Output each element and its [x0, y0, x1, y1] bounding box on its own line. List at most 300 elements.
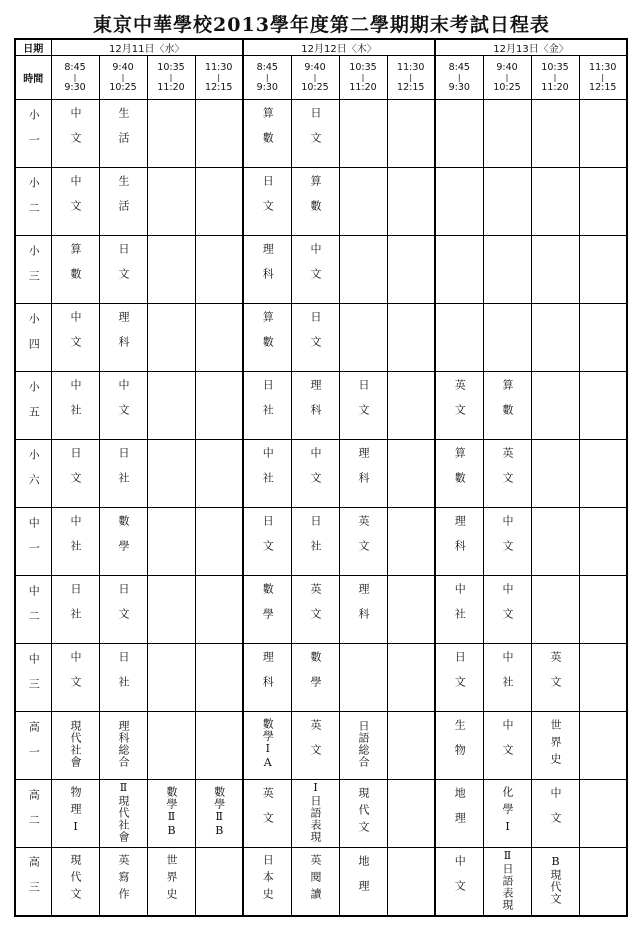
subject-name: 日文 — [309, 311, 322, 361]
period-time — [51, 56, 99, 100]
subject-cell — [243, 100, 291, 168]
grade-row — [15, 848, 627, 916]
subject-cell — [51, 372, 99, 440]
subject-cell — [531, 644, 579, 712]
subject-cell — [435, 372, 483, 440]
subject-name: 中社 — [69, 379, 82, 429]
subject-cell — [339, 780, 387, 848]
period-start: 10:35 — [349, 61, 377, 73]
subject-cell — [483, 100, 531, 168]
subject-name: 英文 — [309, 583, 322, 633]
subject-cell — [339, 712, 387, 780]
subject-cell — [339, 508, 387, 576]
subject-name: 日文 — [261, 175, 275, 225]
subject-cell — [339, 644, 387, 712]
subject-cell — [435, 304, 483, 372]
subject-name: 日社 — [117, 651, 130, 701]
subject-cell — [531, 100, 579, 168]
period-start: 8:45 — [448, 61, 470, 73]
subject-cell — [291, 576, 339, 644]
subject-cell — [147, 236, 195, 304]
subject-cell — [531, 168, 579, 236]
subject-cell — [99, 576, 147, 644]
subject-name: 日文 — [357, 379, 370, 429]
subject-cell — [147, 508, 195, 576]
subject-name: 英文 — [453, 379, 467, 429]
period-start: 9:40 — [304, 61, 326, 73]
subject-cell — [579, 644, 627, 712]
grade-row — [15, 508, 627, 576]
subject-cell — [435, 848, 483, 916]
subject-name: 中文 — [117, 379, 130, 429]
subject-cell — [51, 712, 99, 780]
subject-cell — [387, 372, 435, 440]
subject-cell — [51, 780, 99, 848]
subject-cell — [435, 440, 483, 508]
subject-name: 日文 — [117, 243, 130, 293]
subject-cell — [579, 712, 627, 780]
subject-name: 日本史 — [261, 854, 275, 906]
subject-cell — [147, 440, 195, 508]
subject-name: 中社 — [501, 651, 514, 701]
grade-label-cell — [15, 508, 51, 576]
subject-cell — [195, 100, 243, 168]
subject-cell — [243, 168, 291, 236]
subject-cell — [579, 576, 627, 644]
subject-name: 數學ⅡB — [212, 786, 226, 838]
grade-row — [15, 712, 627, 780]
subject-cell — [243, 304, 291, 372]
subject-cell — [291, 508, 339, 576]
subject-name: 日文 — [69, 447, 82, 497]
subject-name: 中社 — [261, 447, 275, 497]
date-label: 日期 — [15, 39, 51, 56]
subject-cell — [243, 236, 291, 304]
subject-cell — [579, 168, 627, 236]
subject-cell — [531, 372, 579, 440]
time-separator: | — [361, 72, 365, 82]
subject-cell — [51, 100, 99, 168]
time-separator: | — [505, 72, 509, 82]
subject-cell — [51, 848, 99, 916]
subject-name: 中社 — [453, 583, 467, 633]
subject-cell — [531, 712, 579, 780]
subject-name: 算數 — [261, 107, 275, 157]
subject-name: B現代文 — [549, 854, 562, 905]
subject-name: 日社 — [69, 583, 82, 633]
subject-cell — [291, 100, 339, 168]
subject-cell — [483, 780, 531, 848]
subject-name: 生物 — [453, 719, 467, 769]
period-end: 12:15 — [397, 81, 425, 93]
subject-name: 英文 — [261, 787, 275, 837]
subject-cell — [195, 304, 243, 372]
subject-cell — [99, 372, 147, 440]
subject-cell — [339, 848, 387, 916]
time-separator: | — [73, 72, 77, 82]
subject-cell — [579, 440, 627, 508]
subject-name: 英寫作 — [117, 854, 130, 906]
day-header: 12月12日〈木〉 — [243, 39, 435, 56]
grade-row — [15, 100, 627, 168]
subject-cell — [387, 712, 435, 780]
period-time — [387, 56, 435, 100]
grade-label-cell — [15, 372, 51, 440]
subject-cell — [531, 508, 579, 576]
grade-label: 中一 — [27, 516, 41, 567]
subject-cell — [99, 168, 147, 236]
subject-name: 中文 — [501, 515, 514, 565]
subject-cell — [291, 712, 339, 780]
grade-label: 中三 — [27, 652, 41, 703]
subject-name: 理科 — [453, 515, 467, 565]
subject-cell — [435, 236, 483, 304]
subject-cell — [483, 440, 531, 508]
subject-name: 物理Ⅰ — [69, 785, 82, 839]
subject-cell — [195, 644, 243, 712]
subject-cell — [291, 848, 339, 916]
subject-cell — [435, 508, 483, 576]
subject-name: 日文 — [453, 651, 467, 701]
subject-cell — [51, 236, 99, 304]
period-end: 12:15 — [205, 81, 233, 93]
subject-name: 中文 — [69, 175, 82, 225]
subject-cell — [99, 440, 147, 508]
subject-cell — [483, 644, 531, 712]
subject-cell — [147, 712, 195, 780]
subject-cell — [99, 780, 147, 848]
date-header-row — [15, 39, 627, 56]
subject-name: 日語総合 — [357, 720, 370, 768]
day-header: 12月11日〈水〉 — [51, 39, 243, 56]
subject-name: 數學ⅠA — [261, 718, 275, 770]
subject-name: 理科 — [309, 379, 322, 429]
subject-cell — [483, 304, 531, 372]
period-time — [339, 56, 387, 100]
subject-cell — [483, 576, 531, 644]
period-start: 9:40 — [112, 61, 134, 73]
subject-name: Ⅱ現代社會 — [117, 781, 130, 843]
subject-cell — [531, 236, 579, 304]
subject-cell — [483, 508, 531, 576]
subject-cell — [51, 508, 99, 576]
subject-cell — [147, 168, 195, 236]
subject-cell — [579, 372, 627, 440]
time-separator: | — [457, 72, 461, 82]
subject-cell — [51, 576, 99, 644]
time-separator: | — [265, 72, 269, 82]
subject-cell — [243, 576, 291, 644]
subject-cell — [531, 440, 579, 508]
period-time — [435, 56, 483, 100]
subject-name: 日文 — [309, 107, 322, 157]
subject-cell — [51, 304, 99, 372]
grade-label-cell — [15, 780, 51, 848]
subject-name: 現代文 — [357, 786, 370, 838]
subject-cell — [51, 644, 99, 712]
subject-name: 中文 — [309, 243, 322, 293]
grade-label: 小一 — [27, 108, 41, 159]
subject-cell — [291, 304, 339, 372]
subject-name: 理科 — [261, 651, 275, 701]
subject-cell — [291, 440, 339, 508]
subject-name: 中社 — [69, 515, 82, 565]
subject-cell — [387, 576, 435, 644]
period-time — [99, 56, 147, 100]
subject-name: 中文 — [309, 447, 322, 497]
subject-name: 數學 — [261, 583, 275, 633]
subject-name: 生活 — [117, 175, 130, 225]
subject-cell — [387, 304, 435, 372]
period-start: 9:40 — [496, 61, 518, 73]
subject-name: 中文 — [501, 583, 514, 633]
period-time — [483, 56, 531, 100]
period-end: 9:30 — [256, 81, 278, 93]
subject-cell — [387, 508, 435, 576]
subject-cell — [435, 100, 483, 168]
subject-cell — [483, 848, 531, 916]
subject-cell — [387, 848, 435, 916]
subject-name: 中文 — [69, 651, 82, 701]
subject-cell — [339, 236, 387, 304]
subject-cell — [387, 780, 435, 848]
subject-cell — [435, 712, 483, 780]
time-separator: | — [169, 72, 173, 82]
subject-cell — [291, 168, 339, 236]
subject-name: 地理 — [453, 787, 467, 837]
subject-name: 世界史 — [549, 718, 562, 770]
subject-cell — [339, 100, 387, 168]
subject-name: 數學 — [117, 515, 130, 565]
grade-label: 小四 — [27, 312, 41, 363]
subject-cell — [435, 168, 483, 236]
subject-cell — [147, 780, 195, 848]
period-time — [291, 56, 339, 100]
subject-name: 算數 — [69, 243, 82, 293]
subject-name: 中文 — [69, 107, 82, 157]
period-time — [147, 56, 195, 100]
subject-cell — [387, 100, 435, 168]
subject-cell — [291, 644, 339, 712]
subject-cell — [195, 440, 243, 508]
grade-row — [15, 644, 627, 712]
subject-name: Ⅰ日語表現 — [309, 781, 322, 843]
grade-label: 高一 — [27, 720, 41, 771]
subject-cell — [291, 780, 339, 848]
subject-cell — [387, 440, 435, 508]
grade-label: 小六 — [27, 448, 41, 499]
subject-cell — [147, 372, 195, 440]
subject-cell — [339, 168, 387, 236]
time-separator: | — [121, 72, 125, 82]
grade-label: 小三 — [27, 244, 41, 295]
subject-name: 理科総合 — [117, 720, 130, 768]
grade-label: 小五 — [27, 380, 41, 431]
grade-row — [15, 780, 627, 848]
subject-cell — [435, 644, 483, 712]
subject-name: 算數 — [261, 311, 275, 361]
subject-cell — [387, 644, 435, 712]
subject-name: 數學ⅡB — [165, 786, 178, 838]
grade-label-cell — [15, 236, 51, 304]
subject-cell — [147, 100, 195, 168]
period-end: 10:25 — [493, 81, 521, 93]
time-header-row — [15, 56, 627, 100]
period-end: 9:30 — [448, 81, 470, 93]
grade-label: 中二 — [27, 584, 41, 635]
period-end: 11:20 — [349, 81, 377, 93]
subject-cell — [147, 644, 195, 712]
grade-row — [15, 236, 627, 304]
subject-name: 化學Ⅰ — [501, 785, 514, 839]
subject-name: 算數 — [453, 447, 467, 497]
subject-cell — [243, 712, 291, 780]
subject-cell — [483, 372, 531, 440]
time-separator: | — [553, 72, 557, 82]
grade-label-cell — [15, 848, 51, 916]
grade-label-cell — [15, 100, 51, 168]
page-title: 東京中華學校2013學年度第二學期期末考試日程表 — [93, 14, 550, 36]
grade-row — [15, 304, 627, 372]
subject-name: 英文 — [501, 447, 514, 497]
subject-cell — [387, 168, 435, 236]
subject-name: 日社 — [261, 379, 275, 429]
subject-name: 中文 — [69, 311, 82, 361]
subject-cell — [579, 236, 627, 304]
period-start: 8:45 — [64, 61, 86, 73]
subject-cell — [531, 848, 579, 916]
period-end: 11:20 — [157, 81, 185, 93]
grade-row — [15, 372, 627, 440]
subject-cell — [147, 848, 195, 916]
subject-name: 算數 — [309, 175, 322, 225]
subject-name: 日社 — [309, 515, 322, 565]
subject-cell — [579, 304, 627, 372]
subject-name: 理科 — [117, 311, 130, 361]
subject-cell — [291, 236, 339, 304]
subject-cell — [243, 440, 291, 508]
period-end: 11:20 — [541, 81, 569, 93]
subject-cell — [339, 304, 387, 372]
period-start: 11:30 — [205, 61, 233, 73]
subject-name: 現代社會 — [69, 720, 82, 768]
grade-label-cell — [15, 644, 51, 712]
subject-cell — [387, 236, 435, 304]
subject-cell — [99, 100, 147, 168]
period-time — [579, 56, 627, 100]
subject-cell — [579, 848, 627, 916]
subject-name: 現代文 — [69, 854, 82, 906]
subject-name: 日社 — [117, 447, 130, 497]
subject-cell — [195, 780, 243, 848]
subject-name: 日文 — [261, 515, 275, 565]
period-start: 10:35 — [541, 61, 569, 73]
grade-label-cell — [15, 304, 51, 372]
subject-cell — [339, 440, 387, 508]
subject-cell — [243, 780, 291, 848]
subject-name: 英文 — [357, 515, 370, 565]
subject-cell — [99, 304, 147, 372]
subject-name: 中文 — [453, 854, 467, 905]
subject-cell — [579, 100, 627, 168]
subject-cell — [531, 304, 579, 372]
subject-name: 算數 — [501, 379, 514, 429]
subject-name: 生活 — [117, 107, 130, 157]
subject-cell — [243, 644, 291, 712]
subject-cell — [51, 168, 99, 236]
subject-cell — [243, 508, 291, 576]
subject-cell — [579, 508, 627, 576]
subject-name: 世界史 — [165, 854, 178, 906]
subject-name: 英文 — [549, 651, 562, 701]
period-start: 10:35 — [157, 61, 185, 73]
subject-cell — [483, 712, 531, 780]
subject-name: 地理 — [357, 854, 370, 905]
time-separator: | — [217, 72, 221, 82]
grade-row — [15, 440, 627, 508]
subject-cell — [483, 168, 531, 236]
period-start: 11:30 — [397, 61, 425, 73]
subject-cell — [99, 712, 147, 780]
time-separator: | — [409, 72, 413, 82]
period-end: 12:15 — [589, 81, 617, 93]
period-start: 11:30 — [589, 61, 617, 73]
subject-cell — [51, 440, 99, 508]
period-end: 9:30 — [64, 81, 86, 93]
time-separator: | — [601, 72, 605, 82]
grade-label-cell — [15, 712, 51, 780]
period-time — [531, 56, 579, 100]
subject-name: 理科 — [357, 583, 370, 633]
subject-name: 英閱讀 — [309, 854, 322, 906]
subject-cell — [99, 508, 147, 576]
subject-cell — [99, 236, 147, 304]
grade-label: 高二 — [27, 788, 41, 839]
grade-label: 高三 — [27, 856, 41, 907]
subject-cell — [243, 848, 291, 916]
grade-label: 小二 — [27, 176, 41, 227]
subject-cell — [195, 848, 243, 916]
period-end: 10:25 — [109, 81, 137, 93]
subject-cell — [147, 304, 195, 372]
subject-cell — [195, 168, 243, 236]
period-time — [195, 56, 243, 100]
grade-label-cell — [15, 440, 51, 508]
period-start: 8:45 — [256, 61, 278, 73]
grade-label-cell — [15, 168, 51, 236]
subject-name: 日文 — [117, 583, 130, 633]
subject-cell — [195, 576, 243, 644]
grade-row — [15, 576, 627, 644]
subject-name: 中文 — [501, 719, 514, 769]
subject-name: 英文 — [309, 719, 322, 769]
subject-cell — [483, 236, 531, 304]
time-separator: | — [313, 72, 317, 82]
subject-cell — [339, 576, 387, 644]
subject-cell — [579, 780, 627, 848]
subject-cell — [147, 576, 195, 644]
period-time — [243, 56, 291, 100]
subject-cell — [435, 780, 483, 848]
subject-name: Ⅱ日語表現 — [501, 848, 514, 911]
subject-cell — [531, 780, 579, 848]
subject-cell — [243, 372, 291, 440]
subject-cell — [195, 372, 243, 440]
day-header: 12月13日〈金〉 — [435, 39, 627, 56]
subject-cell — [195, 508, 243, 576]
subject-cell — [99, 848, 147, 916]
subject-name: 理科 — [261, 243, 275, 293]
